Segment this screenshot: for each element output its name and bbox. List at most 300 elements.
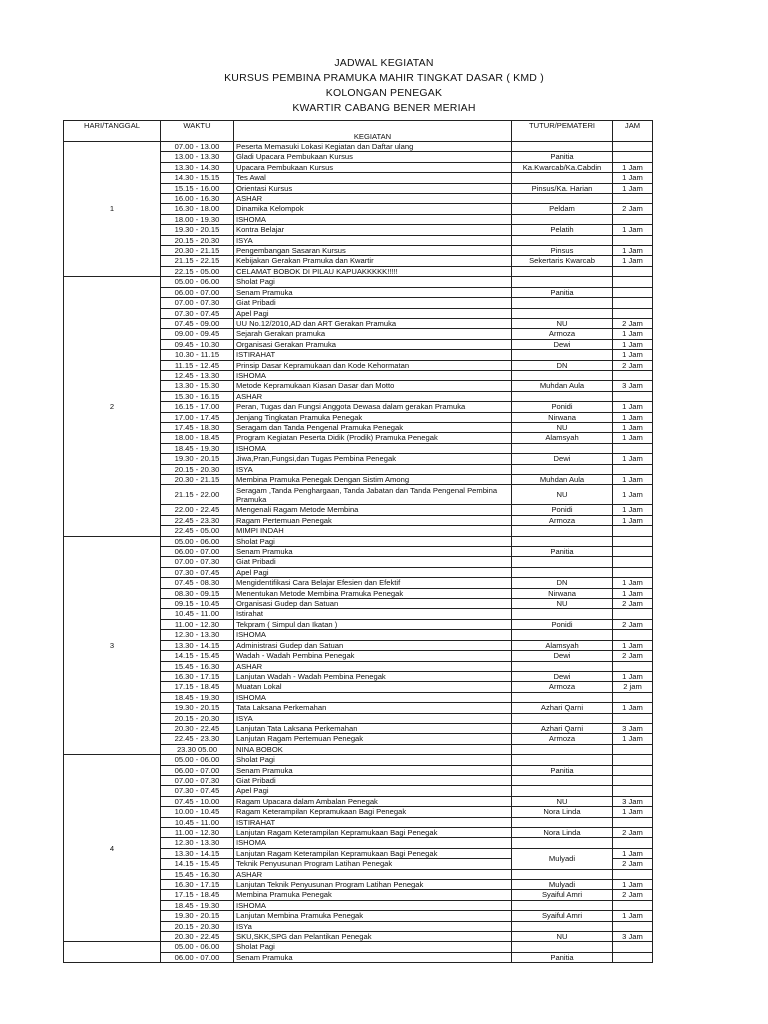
jam-cell: 1 Jam xyxy=(613,485,653,505)
activity-cell: Sholat Pagi xyxy=(234,942,512,952)
day-cell: 2 xyxy=(64,277,161,536)
tutor-cell xyxy=(512,266,613,276)
time-cell: 22.45 - 05.00 xyxy=(161,526,234,536)
activity-cell: Giat Pribadi xyxy=(234,298,512,308)
jam-cell: 2 Jam xyxy=(613,890,653,900)
time-cell: 13.30 - 15.30 xyxy=(161,381,234,391)
jam-cell xyxy=(613,609,653,619)
tutor-cell: Panitia xyxy=(512,152,613,162)
activity-cell: Sholat Pagi xyxy=(234,755,512,765)
col-header-time: WAKTU xyxy=(161,121,234,142)
jam-cell: 1 Jam xyxy=(613,807,653,817)
jam-cell xyxy=(613,713,653,723)
jam-cell xyxy=(613,142,653,152)
time-cell: 14.15 - 15.45 xyxy=(161,859,234,869)
activity-cell: ASHAR xyxy=(234,194,512,204)
activity-cell: Lanjutan Membina Pramuka Penegak xyxy=(234,911,512,921)
activity-cell: Senam Pramuka xyxy=(234,547,512,557)
tutor-cell: Panitia xyxy=(512,765,613,775)
activity-cell: Sholat Pagi xyxy=(234,536,512,546)
jam-cell: 2 Jam xyxy=(613,828,653,838)
jam-cell: 1 Jam xyxy=(613,515,653,525)
time-cell: 09.45 - 10.30 xyxy=(161,339,234,349)
jam-cell xyxy=(613,536,653,546)
tutor-cell: Panitia xyxy=(512,287,613,297)
tutor-cell: Muhdan Aula xyxy=(512,475,613,485)
tutor-cell xyxy=(512,391,613,401)
jam-cell xyxy=(613,391,653,401)
jam-cell xyxy=(613,526,653,536)
time-cell: 07.30 - 07.45 xyxy=(161,567,234,577)
tutor-cell xyxy=(512,350,613,360)
time-cell: 07.30 - 07.45 xyxy=(161,786,234,796)
time-cell: 13.30 - 14.15 xyxy=(161,640,234,650)
jam-cell: 1 Jam xyxy=(613,911,653,921)
tutor-cell xyxy=(512,557,613,567)
tutor-cell xyxy=(512,370,613,380)
activity-cell: Jiwa,Pran,Fungsi,dan Tugas Pembina Penegak xyxy=(234,454,512,464)
activity-cell: ISHOMA xyxy=(234,443,512,453)
tutor-cell: Dewi xyxy=(512,454,613,464)
heading-course: KURSUS PEMBINA PRAMUKA MAHIR TINGKAT DASAR ( KMD ) xyxy=(224,72,544,84)
time-cell: 15.45 - 16.30 xyxy=(161,869,234,879)
time-cell: 09.00 - 09.45 xyxy=(161,329,234,339)
jam-cell: 1 Jam xyxy=(613,880,653,890)
time-cell: 07.00 - 13.00 xyxy=(161,142,234,152)
schedule-body xyxy=(64,142,653,963)
activity-cell: Apel Pagi xyxy=(234,567,512,577)
activity-cell: Prinsip Dasar Kepramukaan dan Kode Kehormatan xyxy=(234,360,512,370)
tutor-cell: Muhdan Aula xyxy=(512,381,613,391)
jam-cell: 2 Jam xyxy=(613,859,653,869)
activity-cell: NINA BOBOK xyxy=(234,744,512,754)
time-cell: 10.45 - 11.00 xyxy=(161,609,234,619)
table-row xyxy=(64,536,653,546)
time-cell: 08.30 - 09.15 xyxy=(161,588,234,598)
jam-cell: 1 Jam xyxy=(613,412,653,422)
activity-cell: Mengidentifikasi Cara Belajar Efesien dan Efektif xyxy=(234,578,512,588)
jam-cell: 1 Jam xyxy=(613,422,653,432)
tutor-cell: Mulyadi xyxy=(512,880,613,890)
activity-cell: Pengembangan Sasaran Kursus xyxy=(234,246,512,256)
time-cell: 16.30 - 18.00 xyxy=(161,204,234,214)
table-row xyxy=(64,942,653,952)
jam-cell xyxy=(613,277,653,287)
time-cell: 10.00 - 10.45 xyxy=(161,807,234,817)
activity-cell: Ragam Upacara dalam Ambalan Penegak xyxy=(234,796,512,806)
activity-cell: Jenjang Tingkatan Pramuka Penegak xyxy=(234,412,512,422)
activity-cell: ISYA xyxy=(234,235,512,245)
tutor-cell xyxy=(512,630,613,640)
activity-cell: Orientasi Kursus xyxy=(234,183,512,193)
jam-cell: 2 Jam xyxy=(613,619,653,629)
table-row xyxy=(64,755,653,765)
activity-cell: Lanjutan Ragam Keterampilan Kepramukaan Bagi Penegak xyxy=(234,828,512,838)
activity-cell: Lanjutan Ragam Keterampilan Kepramukaan Bagi Penegak xyxy=(234,848,512,858)
jam-cell: 2 Jam xyxy=(613,599,653,609)
time-cell: 20.30 - 21.15 xyxy=(161,475,234,485)
heading-title: JADWAL KEGIATAN xyxy=(334,57,434,69)
table-row xyxy=(64,277,653,287)
time-cell: 15.15 - 16.00 xyxy=(161,183,234,193)
activity-cell: Senam Pramuka xyxy=(234,287,512,297)
activity-cell: ISYA xyxy=(234,464,512,474)
activity-cell: Giat Pribadi xyxy=(234,775,512,785)
time-cell: 11.15 - 12.45 xyxy=(161,360,234,370)
tutor-cell: Azhari Qarni xyxy=(512,703,613,713)
jam-cell xyxy=(613,194,653,204)
tutor-cell: Sekertaris Kwarcab xyxy=(512,256,613,266)
col-header-day: HARI/TANGGAL xyxy=(64,121,161,142)
table-row xyxy=(64,142,653,152)
tutor-cell: Armoza xyxy=(512,329,613,339)
col-header-activity: KEGIATAN xyxy=(234,121,512,142)
tutor-cell: Nirwana xyxy=(512,588,613,598)
tutor-cell: NU xyxy=(512,599,613,609)
tutor-cell: Dewi xyxy=(512,671,613,681)
time-cell: 11.00 - 12.30 xyxy=(161,619,234,629)
tutor-cell xyxy=(512,755,613,765)
tutor-cell xyxy=(512,869,613,879)
jam-cell xyxy=(613,287,653,297)
tutor-cell: Nora Linda xyxy=(512,807,613,817)
tutor-cell xyxy=(512,838,613,848)
tutor-cell: Ponidi xyxy=(512,402,613,412)
time-cell: 07.00 - 07.30 xyxy=(161,775,234,785)
activity-cell: Lanjutan Tata Laksana Perkemahan xyxy=(234,723,512,733)
jam-cell: 1 Jam xyxy=(613,505,653,515)
activity-cell: Wadah - Wadah Pembina Penegak xyxy=(234,651,512,661)
time-cell: 22.00 - 22.45 xyxy=(161,505,234,515)
time-cell: 16.30 - 17.15 xyxy=(161,880,234,890)
jam-cell xyxy=(613,308,653,318)
jam-cell xyxy=(613,214,653,224)
activity-cell: Apel Pagi xyxy=(234,786,512,796)
time-cell: 16.00 - 16.30 xyxy=(161,194,234,204)
jam-cell xyxy=(613,765,653,775)
jam-cell: 1 Jam xyxy=(613,350,653,360)
jam-cell xyxy=(613,838,653,848)
activity-cell: Program Kegiatan Peserta Didik (Prodik) Pramuka Penegak xyxy=(234,433,512,443)
jam-cell xyxy=(613,921,653,931)
time-cell: 12.45 - 13.30 xyxy=(161,370,234,380)
tutor-cell xyxy=(512,713,613,723)
tutor-cell: Ponidi xyxy=(512,505,613,515)
jam-cell: 1 Jam xyxy=(613,588,653,598)
tutor-cell: Dewi xyxy=(512,339,613,349)
jam-cell: 1 Jam xyxy=(613,256,653,266)
activity-cell: Kebijakan Gerakan Pramuka dan Kwartir xyxy=(234,256,512,266)
tutor-cell xyxy=(512,744,613,754)
jam-cell xyxy=(613,266,653,276)
jam-cell: 1 Jam xyxy=(613,329,653,339)
tutor-cell: DN xyxy=(512,578,613,588)
jam-cell: 1 Jam xyxy=(613,640,653,650)
jam-cell xyxy=(613,557,653,567)
jam-cell: 3 Jam xyxy=(613,381,653,391)
jam-cell: 1 Jam xyxy=(613,183,653,193)
activity-cell: Peran, Tugas dan Fungsi Anggota Dewasa dalam gerakan Pramuka xyxy=(234,402,512,412)
time-cell: 21.15 - 22.15 xyxy=(161,256,234,266)
time-cell: 22.45 - 23.30 xyxy=(161,734,234,744)
activity-cell: ISHOMA xyxy=(234,692,512,702)
tutor-cell xyxy=(512,567,613,577)
time-cell: 20.15 - 20.30 xyxy=(161,464,234,474)
activity-cell: Tes Awal xyxy=(234,173,512,183)
tutor-cell: Armoza xyxy=(512,515,613,525)
tutor-cell xyxy=(512,692,613,702)
document-heading xyxy=(0,56,768,116)
time-cell: 14.15 - 15.45 xyxy=(161,651,234,661)
jam-cell: 1 Jam xyxy=(613,173,653,183)
jam-cell: 1 Jam xyxy=(613,339,653,349)
activity-cell: Senam Pramuka xyxy=(234,765,512,775)
activity-cell: Senam Pramuka xyxy=(234,952,512,962)
jam-cell xyxy=(613,952,653,962)
jam-cell: 1 Jam xyxy=(613,402,653,412)
jam-cell xyxy=(613,900,653,910)
activity-cell: SKU,SKK,SPG dan Pelantikan Penegak xyxy=(234,932,512,942)
day-cell: 3 xyxy=(64,536,161,755)
time-cell: 23.30 05.00 xyxy=(161,744,234,754)
time-cell: 20.15 - 20.30 xyxy=(161,921,234,931)
activity-cell: Peserta Memasuki Lokasi Kegiatan dan Daftar ulang xyxy=(234,142,512,152)
time-cell: 10.30 - 11.15 xyxy=(161,350,234,360)
jam-cell: 2 jam xyxy=(613,682,653,692)
heading-organization: KWARTIR CABANG BENER MERIAH xyxy=(292,102,476,114)
tutor-cell: Alamsyah xyxy=(512,433,613,443)
jam-cell xyxy=(613,630,653,640)
time-cell: 19.30 - 20.15 xyxy=(161,454,234,464)
time-cell: 18.00 - 18.45 xyxy=(161,433,234,443)
time-cell: 18.45 - 19.30 xyxy=(161,692,234,702)
activity-cell: Gladi Upacara Pembukaan Kursus xyxy=(234,152,512,162)
tutor-cell xyxy=(512,817,613,827)
time-cell: 19.30 - 20.15 xyxy=(161,225,234,235)
tutor-cell xyxy=(512,173,613,183)
activity-cell: CELAMAT BOBOK DI PILAU KAPUAKKKKK!!!!! xyxy=(234,266,512,276)
activity-cell: Administrasi Gudep dan Satuan xyxy=(234,640,512,650)
tutor-cell: Pinsus xyxy=(512,246,613,256)
activity-cell: ISHOMA xyxy=(234,214,512,224)
activity-cell: Membina Pramuka Penegak Dengan Sistim Among xyxy=(234,475,512,485)
tutor-cell xyxy=(512,464,613,474)
time-cell: 18.45 - 19.30 xyxy=(161,900,234,910)
jam-cell: 2 Jam xyxy=(613,360,653,370)
time-cell: 07.30 - 07.45 xyxy=(161,308,234,318)
jam-cell xyxy=(613,235,653,245)
tutor-cell xyxy=(512,786,613,796)
time-cell: 22.15 - 05.00 xyxy=(161,266,234,276)
tutor-cell: Nirwana xyxy=(512,412,613,422)
jam-cell: 3 Jam xyxy=(613,723,653,733)
tutor-cell xyxy=(512,308,613,318)
time-cell: 07.45 - 09.00 xyxy=(161,318,234,328)
activity-cell: ISYA xyxy=(234,713,512,723)
jam-cell xyxy=(613,152,653,162)
heading-group: KOLONGAN PENEGAK xyxy=(325,87,443,99)
time-cell: 07.45 - 08.30 xyxy=(161,578,234,588)
jam-cell: 1 Jam xyxy=(613,734,653,744)
time-cell: 13.30 - 14.30 xyxy=(161,162,234,172)
tutor-cell xyxy=(512,298,613,308)
jam-cell: 1 Jam xyxy=(613,671,653,681)
activity-cell: ASHAR xyxy=(234,391,512,401)
tutor-cell: NU xyxy=(512,318,613,328)
time-cell: 07.00 - 07.30 xyxy=(161,557,234,567)
time-cell: 20.30 - 22.45 xyxy=(161,723,234,733)
jam-cell: 3 Jam xyxy=(613,932,653,942)
activity-cell: UU No.12/2010,AD dan ART Gerakan Pramuka xyxy=(234,318,512,328)
time-cell: 06.00 - 07.00 xyxy=(161,287,234,297)
tutor-cell: Nora Linda xyxy=(512,828,613,838)
tutor-cell xyxy=(512,921,613,931)
tutor-cell: Syaiful Amri xyxy=(512,890,613,900)
jam-cell: 1 Jam xyxy=(613,454,653,464)
tutor-cell: Armoza xyxy=(512,734,613,744)
time-cell: 16.15 - 17.00 xyxy=(161,402,234,412)
jam-cell xyxy=(613,817,653,827)
activity-cell: Apel Pagi xyxy=(234,308,512,318)
activity-cell: Tekpram ( Simpul dan Ikatan ) xyxy=(234,619,512,629)
jam-cell xyxy=(613,692,653,702)
activity-cell: Kontra Belajar xyxy=(234,225,512,235)
jam-cell: 1 Jam xyxy=(613,433,653,443)
time-cell: 12.30 - 13.30 xyxy=(161,630,234,640)
tutor-cell xyxy=(512,142,613,152)
tutor-cell: Azhari Qarni xyxy=(512,723,613,733)
jam-cell: 2 Jam xyxy=(613,318,653,328)
tutor-cell: Mulyadi xyxy=(512,848,613,869)
activity-cell: Organisasi Gudep dan Satuan xyxy=(234,599,512,609)
time-cell: 06.00 - 07.00 xyxy=(161,952,234,962)
activity-cell: Metode Kepramukaan Kiasan Dasar dan Motto xyxy=(234,381,512,391)
jam-cell: 3 Jam xyxy=(613,796,653,806)
activity-cell: Sejarah Gerakan pramuka xyxy=(234,329,512,339)
activity-cell: Lanjutan Ragam Pertemuan Penegak xyxy=(234,734,512,744)
activity-cell: Mengenali Ragam Metode Membina xyxy=(234,505,512,515)
activity-cell: MIMPI INDAH xyxy=(234,526,512,536)
time-cell: 07.45 - 10.00 xyxy=(161,796,234,806)
tutor-cell xyxy=(512,277,613,287)
tutor-cell: NU xyxy=(512,422,613,432)
tutor-cell: NU xyxy=(512,485,613,505)
header-row xyxy=(64,121,653,142)
col-header-tutor: TUTUR/PEMATERI xyxy=(512,121,613,142)
time-cell: 17.15 - 18.45 xyxy=(161,682,234,692)
jam-cell xyxy=(613,755,653,765)
jam-cell xyxy=(613,370,653,380)
tutor-cell xyxy=(512,942,613,952)
tutor-cell: Peldam xyxy=(512,204,613,214)
activity-cell: ISHOMA xyxy=(234,900,512,910)
activity-cell: Lanjutan Wadah - Wadah Pembina Penegak xyxy=(234,671,512,681)
tutor-cell: Ponidi xyxy=(512,619,613,629)
tutor-cell: Ka.Kwarcab/Ka.Cabdin xyxy=(512,162,613,172)
jam-cell xyxy=(613,661,653,671)
activity-cell: Ragam Keterampilan Kepramukaan Bagi Penegak xyxy=(234,807,512,817)
time-cell: 12.30 - 13.30 xyxy=(161,838,234,848)
time-cell: 19.30 - 20.15 xyxy=(161,911,234,921)
jam-cell xyxy=(613,464,653,474)
activity-cell: Dinamika Kelompok xyxy=(234,204,512,214)
time-cell: 20.15 - 20.30 xyxy=(161,713,234,723)
activity-cell: ISHOMA xyxy=(234,838,512,848)
jam-cell xyxy=(613,567,653,577)
activity-cell: Seragam dan Tanda Pengenal Pramuka Penegak xyxy=(234,422,512,432)
jam-cell: 1 Jam xyxy=(613,578,653,588)
time-cell: 06.00 - 07.00 xyxy=(161,547,234,557)
time-cell: 17.00 - 17.45 xyxy=(161,412,234,422)
jam-cell xyxy=(613,547,653,557)
tutor-cell xyxy=(512,235,613,245)
day-cell: 1 xyxy=(64,142,161,277)
time-cell: 13.30 - 14.15 xyxy=(161,848,234,858)
time-cell: 17.15 - 18.45 xyxy=(161,890,234,900)
time-cell: 20.15 - 20.30 xyxy=(161,235,234,245)
col-header-jam: JAM xyxy=(613,121,653,142)
tutor-cell xyxy=(512,536,613,546)
tutor-cell: Pelatih xyxy=(512,225,613,235)
activity-cell: ASHAR xyxy=(234,869,512,879)
activity-cell: Giat Pribadi xyxy=(234,557,512,567)
jam-cell: 1 Jam xyxy=(613,848,653,858)
time-cell: 06.00 - 07.00 xyxy=(161,765,234,775)
activity-cell: ISYa xyxy=(234,921,512,931)
jam-cell: 1 Jam xyxy=(613,475,653,485)
time-cell: 21.15 - 22.00 xyxy=(161,485,234,505)
jam-cell xyxy=(613,443,653,453)
jam-cell xyxy=(613,869,653,879)
activity-cell: Tata Laksana Perkemahan xyxy=(234,703,512,713)
jam-cell: 1 Jam xyxy=(613,246,653,256)
activity-cell: Teknik Penyusunan Program Latihan Penegak xyxy=(234,859,512,869)
tutor-cell: Alamsyah xyxy=(512,640,613,650)
time-cell: 20.30 - 22.45 xyxy=(161,932,234,942)
activity-cell: ISHOMA xyxy=(234,630,512,640)
tutor-cell xyxy=(512,443,613,453)
tutor-cell xyxy=(512,194,613,204)
activity-cell: Organisasi Gerakan Pramuka xyxy=(234,339,512,349)
activity-cell: Lanjutan Teknik Penyusunan Program Latihan Penegak xyxy=(234,880,512,890)
time-cell: 15.30 - 16.15 xyxy=(161,391,234,401)
activity-cell: Sholat Pagi xyxy=(234,277,512,287)
tutor-cell: NU xyxy=(512,796,613,806)
time-cell: 15.45 - 16.30 xyxy=(161,661,234,671)
activity-cell: Istirahat xyxy=(234,609,512,619)
activity-cell: Menentukan Metode Membina Pramuka Penegak xyxy=(234,588,512,598)
jam-cell xyxy=(613,744,653,754)
jam-cell xyxy=(613,942,653,952)
tutor-cell xyxy=(512,214,613,224)
time-cell: 09.15 - 10.45 xyxy=(161,599,234,609)
activity-cell: Membina Pramuka Penegak xyxy=(234,890,512,900)
activity-cell: ISTIRAHAT xyxy=(234,350,512,360)
time-cell: 05.00 - 06.00 xyxy=(161,277,234,287)
tutor-cell xyxy=(512,526,613,536)
time-cell: 14.30 - 15.15 xyxy=(161,173,234,183)
tutor-cell: DN xyxy=(512,360,613,370)
time-cell: 05.00 - 06.00 xyxy=(161,536,234,546)
activity-cell: Seragam ,Tanda Penghargaan, Tanda Jabatan dan Tanda Pengenal Pembina Pramuka xyxy=(234,485,512,505)
jam-cell xyxy=(613,298,653,308)
time-cell: 20.30 - 21.15 xyxy=(161,246,234,256)
jam-cell: 2 Jam xyxy=(613,204,653,214)
time-cell: 17.45 - 18.30 xyxy=(161,422,234,432)
tutor-cell: Armoza xyxy=(512,682,613,692)
time-cell: 19.30 - 20.15 xyxy=(161,703,234,713)
time-cell: 18.45 - 19.30 xyxy=(161,443,234,453)
